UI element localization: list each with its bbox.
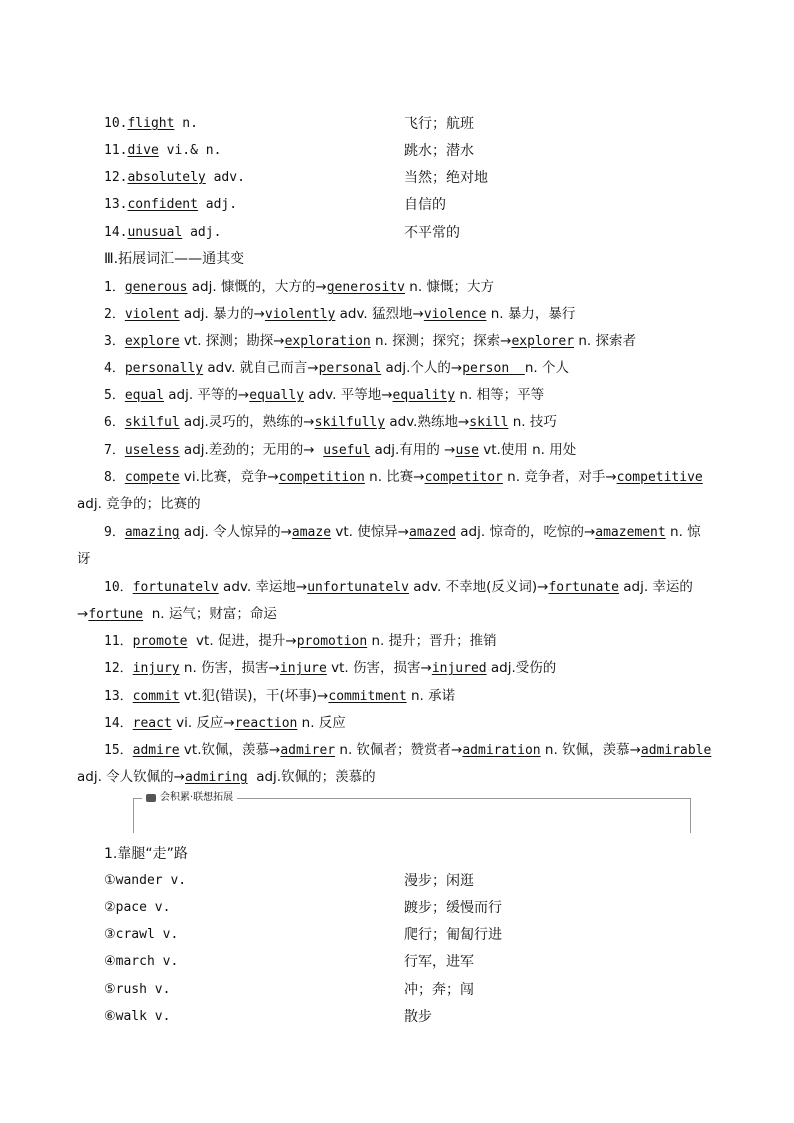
expand-entry-9-cont: 讶 <box>77 551 91 567</box>
vocab-meaning: 不平常的 <box>404 225 460 241</box>
vocab-meaning: 当然；绝对地 <box>404 170 488 186</box>
expand-entry-4: 4．personally adv. 就自己而言→personal adj.个人的→person n. 个人 <box>104 360 569 376</box>
section-title: Ⅲ.拓展词汇——通其变 <box>104 251 245 267</box>
vocab-entry: 14.unusual adj. <box>104 225 222 240</box>
walk-word: ①wander v. <box>104 873 187 888</box>
walk-row <box>0 925 794 945</box>
box-title: 会积累·联想拓展 <box>160 792 234 803</box>
walk-meaning: 冲；奔；闯 <box>404 982 474 998</box>
expand-entry-10: 10．fortunatelv adv. 幸运地→unfortunatelv adv. 不幸地(反义词)→fortunate adj. 幸运的 <box>104 579 693 595</box>
expand-entry-11: 11．promote vt. 促进，提升→promotion n. 提升；晋升；推销 <box>104 633 497 649</box>
walk-row <box>0 952 794 972</box>
walk-row <box>0 1007 794 1027</box>
expand-entry-13: 13．commit vt.犯(错误)，干(坏事)→commitment n. 承诺 <box>104 688 456 704</box>
vocab-entry: 10.flight n. <box>104 116 198 131</box>
vocab-row <box>0 168 794 188</box>
expand-entry-6: 6．skilful adj.灵巧的，熟练的→skilfully adv.熟练地→skill n. 技巧 <box>104 414 557 430</box>
vocab-entry: 12.absolutely adv. <box>104 170 245 185</box>
walk-row <box>0 871 794 891</box>
walk-meaning: 爬行；匍匐行进 <box>404 927 502 943</box>
vocab-meaning: 跳水；潜水 <box>404 143 474 159</box>
walk-meaning: 散步 <box>404 1009 432 1025</box>
expand-entry-15: 15．admire vt.钦佩，羡慕→admirer n. 钦佩者；赞赏者→admiration n. 钦佩，羡慕→admirable <box>104 742 712 758</box>
expand-entry-8: 8．compete vi.比赛，竞争→competition n. 比赛→competitor n. 竞争者，对手→competitive <box>104 469 703 485</box>
expand-entry-7: 7．useless adj.差劲的；无用的→ useful adj.有用的 →use vt.使用 n. 用处 <box>104 442 577 458</box>
expand-entry-3: 3．explore vt. 探测；勘探→exploration n. 探测；探究；探索→explorer n. 探索者 <box>104 333 636 349</box>
vocab-row <box>0 223 794 243</box>
vocab-entry: 13.confident adj. <box>104 197 238 212</box>
expand-entry-5: 5．equal adj. 平等的→equally adv. 平等地→equality n. 相等；平等 <box>104 387 545 403</box>
walk-meaning: 踱步；缓慢而行 <box>404 900 502 916</box>
vocab-row <box>0 195 794 215</box>
vocab-meaning: 飞行；航班 <box>404 116 474 132</box>
walk-row <box>0 898 794 918</box>
vocab-meaning: 自信的 <box>404 197 446 213</box>
expand-entry-1: 1．generous adj. 慷慨的，大方的→generositv n. 慷慨；大方 <box>104 279 494 295</box>
walk-word: ③crawl v. <box>104 927 179 942</box>
expand-entry-12: 12．injury n. 伤害，损害→injure vt. 伤害，损害→injured adj.受伤的 <box>104 660 557 676</box>
vocab-row <box>0 114 794 134</box>
vocab-entry: 11.dive vi.& n. <box>104 143 222 158</box>
walk-word: ④march v. <box>104 954 179 969</box>
expand-entry-9: 9．amazing adj. 令人惊异的→amaze vt. 使惊异→amazed adj. 惊奇的，吃惊的→amazement n. 惊 <box>104 524 701 540</box>
expand-entry-14: 14．react vi. 反应→reaction n. 反应 <box>104 715 346 731</box>
expand-entry-8-cont: adj. 竞争的；比赛的 <box>77 496 201 512</box>
expand-entry-10-cont: →fortune n. 运气；财富；命运 <box>77 606 277 622</box>
section-box <box>133 792 691 833</box>
walk-title: 1.靠腿“走”路 <box>104 846 188 862</box>
expand-entry-2: 2．violent adj. 暴力的→violently adv. 猛烈地→violence n. 暴力，暴行 <box>104 306 576 322</box>
walk-meaning: 行军，进军 <box>404 954 474 970</box>
walk-word: ⑤rush v. <box>104 982 171 997</box>
note-icon <box>146 794 156 802</box>
walk-meaning: 漫步；闲逛 <box>404 873 474 889</box>
box-header <box>142 791 237 805</box>
walk-word: ②pace v. <box>104 900 171 915</box>
vocab-row <box>0 141 794 161</box>
expand-entry-15-cont: adj. 令人钦佩的→admiring adj.钦佩的；羡慕的 <box>77 769 376 785</box>
walk-word: ⑥walk v. <box>104 1009 171 1024</box>
walk-row <box>0 980 794 1000</box>
